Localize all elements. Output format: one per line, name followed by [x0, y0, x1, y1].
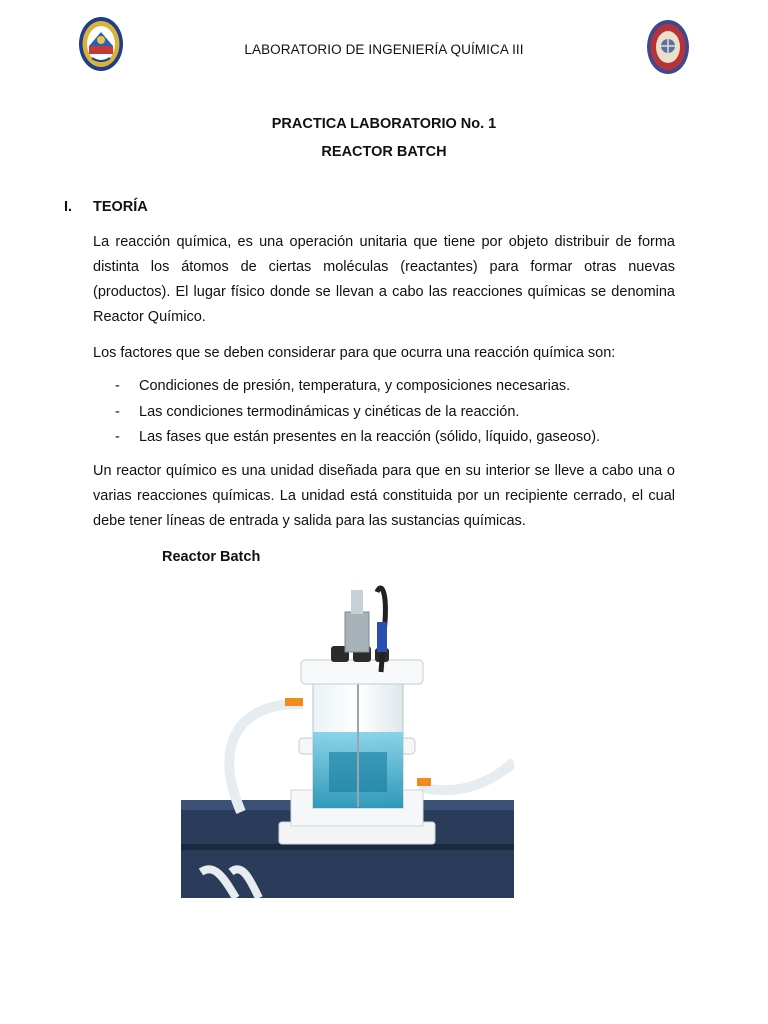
- factors-list: [115, 374, 675, 451]
- figure-caption: Reactor Batch: [162, 549, 261, 565]
- list-item: [115, 374, 675, 400]
- faculty-seal-icon: [646, 19, 690, 75]
- reactor-batch-image: [181, 582, 514, 898]
- practice-title: PRACTICA LABORATORIO No. 1: [271, 116, 497, 132]
- theory-paragraph-3: Un reactor químico es una unidad diseñada para que en su interior se lleve a cabo una o varias reacciones químicas. La unidad está constituida por un recipiente cerrado, el cual debe tener líneas de entrada y salida para las sustancias químicas.: [93, 463, 675, 529]
- section-heading: TEORÍA: [93, 199, 148, 215]
- header-title: LABORATORIO DE INGENIERÍA QUÍMICA III: [244, 42, 524, 57]
- list-item-text: Condiciones de presión, temperatura, y composiciones necesarias.: [139, 378, 571, 394]
- list-item: [115, 425, 675, 451]
- theory-paragraph-2: Los factores que se deben considerar para que ocurra una reacción química son:: [93, 345, 616, 361]
- list-item-text: Las fases que están presentes en la reacción (sólido, líquido, gaseoso).: [139, 429, 601, 445]
- theory-paragraph-1: La reacción química, es una operación unitaria que tiene por objeto distribuir de forma distinta los átomos de ciertas moléculas (reactantes) para formar otras nuevas (productos). El lugar físico donde se llevan a cabo las reacciones químicas se denomina Reactor Químico.: [93, 234, 675, 325]
- bullet-dash: -: [115, 429, 120, 445]
- list-item: [115, 400, 675, 426]
- practice-subtitle: REACTOR BATCH: [321, 144, 447, 160]
- list-item-text: Las condiciones termodinámicas y cinéticas de la reacción.: [139, 403, 520, 420]
- bullet-dash: -: [115, 403, 120, 420]
- bullet-dash: -: [115, 378, 120, 394]
- section-number: I.: [64, 199, 73, 215]
